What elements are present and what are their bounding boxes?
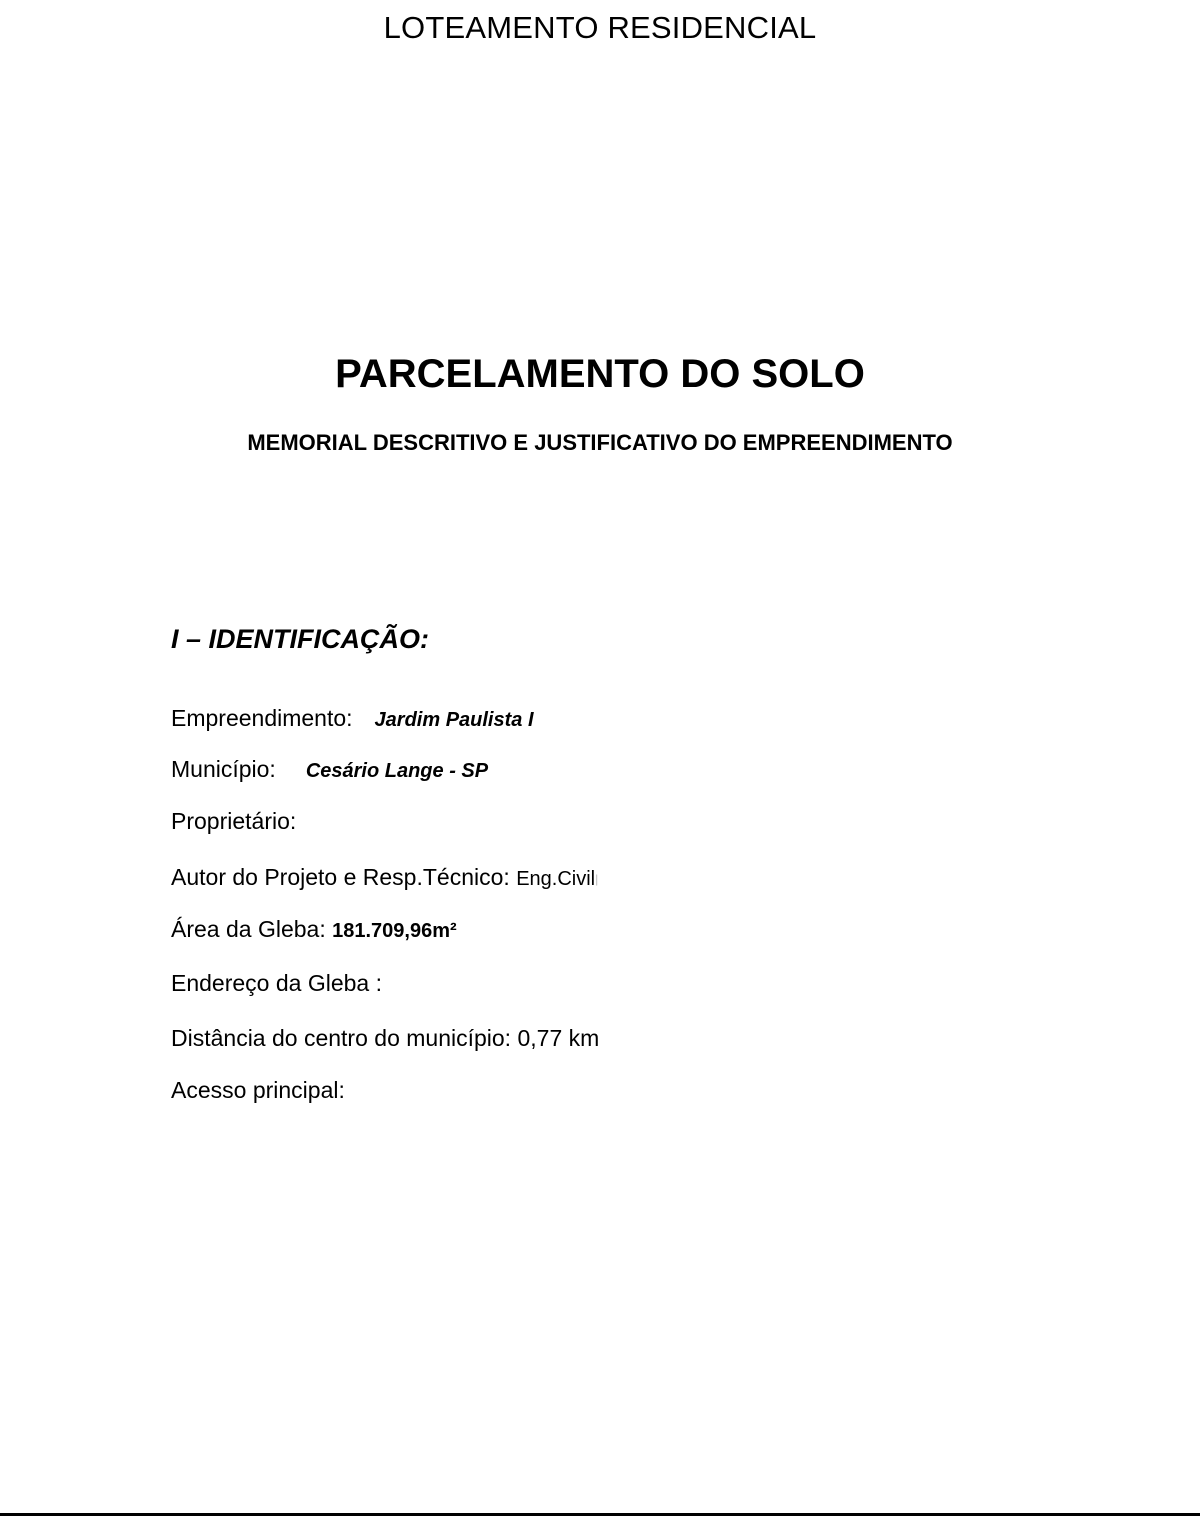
area-label: Área da Gleba: [171,916,326,942]
header-title: LOTEAMENTO RESIDENCIAL [383,10,817,45]
section-heading-identificacao: I – IDENTIFICAÇÃO: [171,624,430,654]
field-empreendimento [171,705,534,732]
field-endereco [171,970,382,997]
acesso-label: Acesso principal: [171,1077,345,1103]
empreendimento-label: Empreendimento: [171,705,353,731]
endereco-label: Endereço da Gleba : [171,970,382,996]
empreendimento-value: Jardim Paulista I [374,709,534,731]
page-title: PARCELAMENTO DO SOLO [335,352,865,396]
page-subtitle: MEMORIAL DESCRITIVO E JUSTIFICATIVO DO EMPREENDIMENTO [247,430,953,455]
autor-label: Autor do Projeto e Resp.Técnico: [171,864,510,890]
truncated-text-fragment: | [595,871,599,886]
municipio-label: Município: [171,756,276,782]
area-value: 181.709,96m² [332,920,457,942]
field-distancia [171,1025,599,1052]
distancia-value: 0,77 km [517,1025,600,1051]
proprietario-label: Proprietário: [171,808,297,834]
municipio-value: Cesário Lange - SP [305,760,489,782]
distancia-label: Distância do centro do município: [171,1025,512,1051]
field-autor [171,864,599,891]
autor-value: Eng.Civil [516,868,596,890]
field-acesso [171,1077,345,1104]
field-area-gleba [171,916,457,943]
field-proprietario [171,808,296,835]
field-municipio [171,756,488,783]
